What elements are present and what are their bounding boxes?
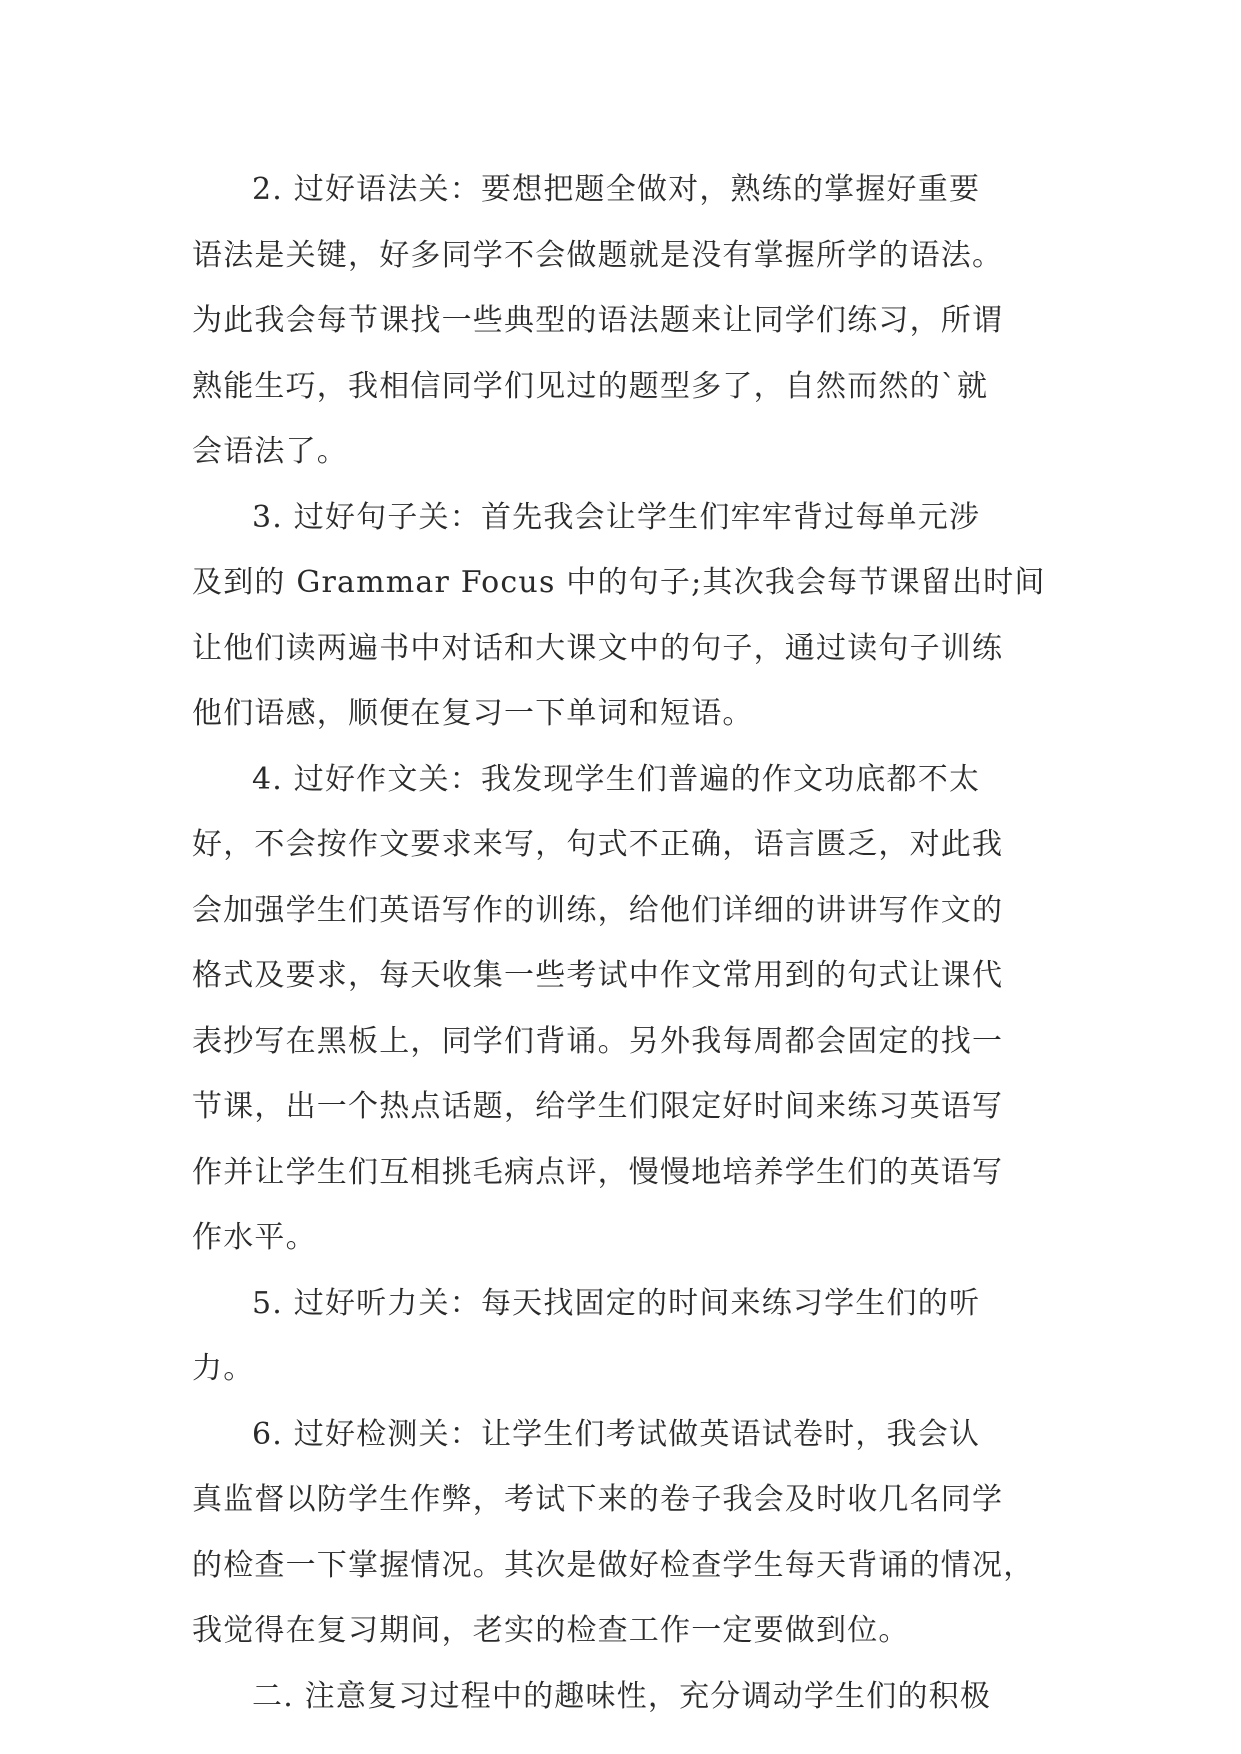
text-line: 表抄写在黑板上，同学们背诵。另外我每周都会固定的找一	[192, 1023, 1004, 1059]
document-body	[192, 157, 1052, 1729]
text-line: 语法是关键，好多同学不会做题就是没有掌握所学的语法。	[192, 237, 1004, 273]
text-line: 会语法了。	[192, 434, 348, 469]
text-line: 让他们读两遍书中对话和大课文中的句子，通过读句子训练	[192, 630, 1004, 666]
text-line: 4. 过好作文关：我发现学生们普遍的作文功底都不太	[252, 761, 981, 797]
text-line: 熟能生巧，我相信同学们见过的题型多了，自然而然的`就	[192, 368, 989, 404]
text-line: 为此我会每节课找一些典型的语法题来让同学们练习，所谓	[192, 303, 1004, 338]
text-line: 的检查一下掌握情况。其次是做好检查学生每天背诵的情况，	[192, 1547, 1035, 1583]
text-line: 格式及要求，每天收集一些考试中作文常用到的句式让课代	[192, 958, 1004, 993]
text-line: 作水平。	[192, 1220, 317, 1255]
text-line: 我觉得在复习期间，老实的检查工作一定要做到位。	[192, 1613, 910, 1648]
text-line: 力。	[192, 1351, 255, 1386]
text-line: 好，不会按作文要求来写，句式不正确，语言匮乏，对此我	[192, 827, 1004, 862]
text-line: 及到的 Grammar Focus 中的句子;其次我会每节课留出时间	[192, 565, 1046, 600]
text-line: 他们语感，顺便在复习一下单词和短语。	[192, 696, 754, 731]
text-line: 真监督以防学生作弊，考试下来的卷子我会及时收几名同学	[192, 1482, 1004, 1517]
text-line: 作并让学生们互相挑毛病点评，慢慢地培养学生们的英语写	[192, 1154, 1004, 1190]
text-line: 2. 过好语法关：要想把题全做对，熟练的掌握好重要	[252, 172, 981, 207]
text-line: 会加强学生们英语写作的训练，给他们详细的讲讲写作文的	[192, 892, 1004, 928]
text-line: 5. 过好听力关：每天找固定的时间来练习学生们的听	[252, 1285, 981, 1321]
text-line: 3. 过好句子关：首先我会让学生们牢牢背过每单元涉	[252, 499, 981, 535]
text-line: 6. 过好检测关：让学生们考试做英语试卷时，我会认	[252, 1416, 981, 1452]
text-line: 二. 注意复习过程中的趣味性，充分调动学生们的积极	[252, 1678, 992, 1714]
text-line: 节课，出一个热点话题，给学生们限定好时间来练习英语写	[192, 1089, 1004, 1124]
